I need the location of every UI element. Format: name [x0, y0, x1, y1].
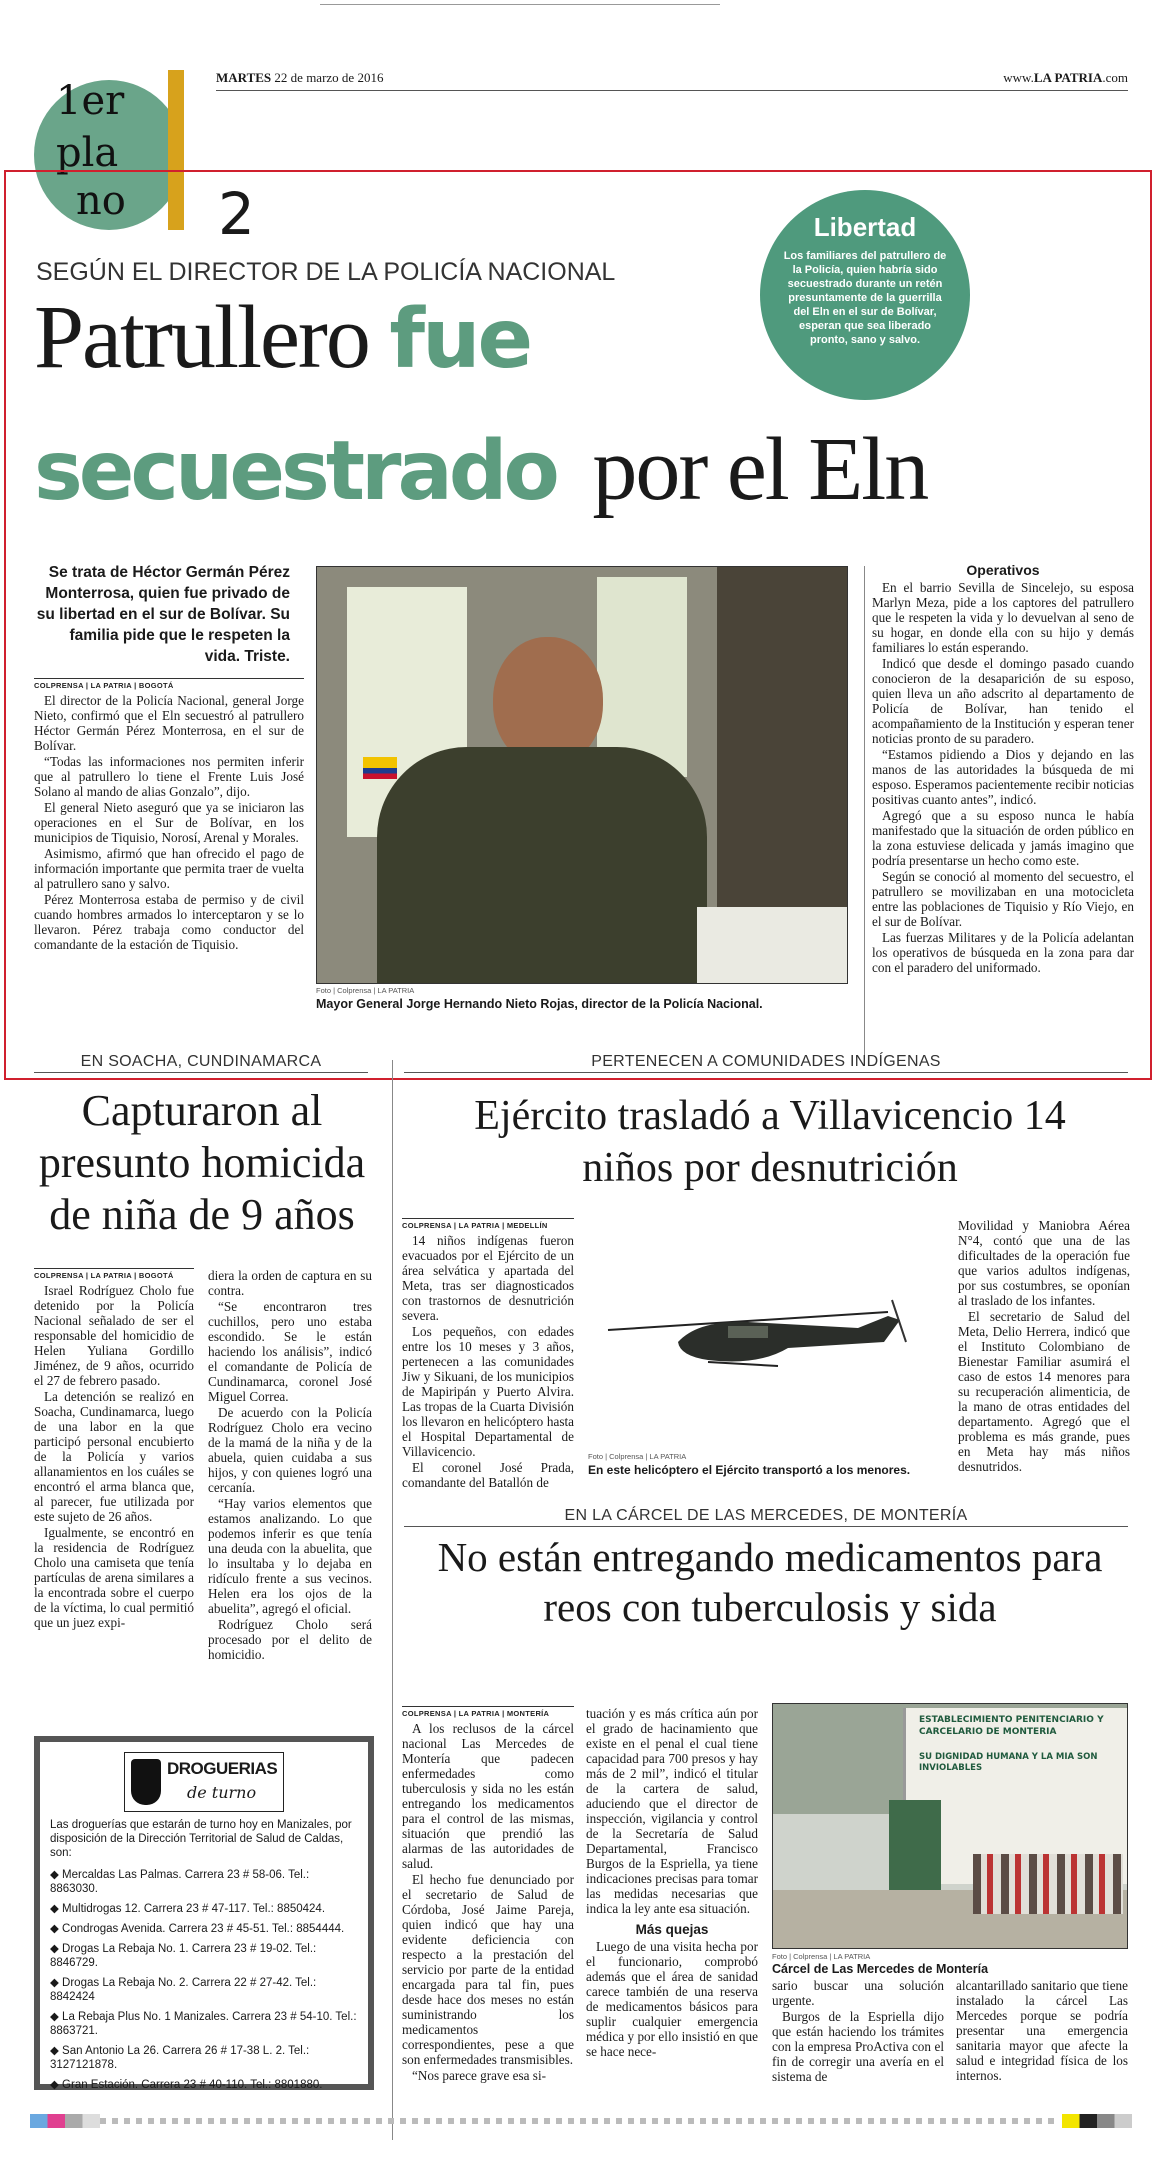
- lead-headline-1: [34, 288, 530, 390]
- lead-credit: COLPRENSA | LA PATRIA | BOGOTÁ: [34, 678, 304, 690]
- soacha-col2: [208, 1268, 372, 1663]
- carcel-col4: [956, 1978, 1128, 2084]
- soacha-p5: “Se encontraron tres cuchillos, pero uno estaba escondido. Se le están haciendo los análisis”, indicó el comandante de Policía de Cundinamarca, coronel José Miguel Correa.: [208, 1299, 372, 1404]
- lead-p4: Asimismo, afirmó que han ofrecido el pago de información importante que permita traer de vuelta al patrullero sano y salvo.: [34, 846, 304, 891]
- soacha-p7: “Hay varios elementos que estamos analizando. Lo que podemos inferir es que tenía una deuda con la abuelita, que lo insultaba y lo dejaba en ridículo frente a sus vecinos. Helen era los ojos de la abuelita”, agregó el oficial.: [208, 1496, 372, 1616]
- ninos-p2: Los pequeños, con edades entre los 10 meses y 3 años, pertenecen a las comunidades Jiw y Sikuani, de los municipios de Mapiripán y Puerto Alvira. Las tropas de la Cuarta División los llevaron en helicóptero hasta el Hospital Departamental de Villavicencio.: [402, 1324, 574, 1459]
- soacha-p6: De acuerdo con la Policía Rodríguez Cholo era vecino de la mamá de la niña y de la abuela, quien cuidaba a sus hijos, y con quienes logró una cercanía.: [208, 1405, 372, 1495]
- drogueria-item: ◆ San Antonio La 26. Carrera 26 # 17-38 L. 2. Tel.: 3127121878.: [50, 2045, 310, 2071]
- soacha-p1: Israel Rodríguez Cholo fue detenido por la Policía Nacional señalado de ser el responsable del homicidio de Helen Yuliana Gordillo Jiménez, de 9 años, ocurrido el 27 de febrero pasado.: [34, 1283, 194, 1388]
- header-date: [216, 70, 383, 86]
- carcel-p7: Burgos de la Espriella dijo que están haciendo los trámites con la empresa ProActiva con el fin de corregir una avería en el sistema de: [772, 2009, 944, 2084]
- logo-line3: no: [76, 178, 126, 224]
- page-number: 2: [218, 180, 255, 248]
- carcel-kicker: EN LA CÁRCEL DE LAS MERCEDES, DE MONTERÍA: [404, 1507, 1128, 1527]
- ninos-kicker: PERTENECEN A COMUNIDADES INDÍGENAS: [404, 1053, 1128, 1073]
- carcel-photo-caption: Cárcel de Las Mercedes de Montería: [772, 1962, 989, 1976]
- drogueria-item: ◆ Drogas La Rebaja No. 1. Carrera 23 # 19-02. Tel.: 8846729.: [50, 1943, 317, 1969]
- ninos-col2: [958, 1218, 1130, 1475]
- soacha-p4: diera la orden de captura en su contra.: [208, 1268, 372, 1298]
- ninos-p1: 14 niños indígenas fueron evacuados por el Ejército de un área selvática y apartada del Meta, tras ser diagnosticados con trastornos de desnutrición severa.: [402, 1233, 574, 1323]
- ninos-p5: El secretario de Salud del Meta, Delio Herrera, indicó que el Instituto Colombiano de Bienestar Familiar asumirá el caso de estos 14 menores para su recuperación alimenticia, de la mano de otras entidades del departamento. Agregó que el problema es más grande, pues en Meta hay más niños desnutridos.: [958, 1309, 1130, 1474]
- drogueria-item-text: Gran Estación. Carrera 23 # 40-110. Tel.: 8801880.: [62, 2079, 323, 2091]
- side-p4: Agregó que a su esposo nunca le había manifestado que la situación de orden público en la zona estuviese delicada y jamás imagino que podría presentarse un hecho como este.: [872, 808, 1134, 868]
- headline-a: Patrullero: [34, 288, 369, 387]
- drogueria-item-text: San Antonio La 26. Carrera 26 # 17-38 L. 2. Tel.: 3127121878.: [50, 2045, 310, 2071]
- carcel-col3: [772, 1978, 944, 2085]
- carcel-p3: “Nos parece grave esa si-: [412, 2068, 546, 2083]
- lead-photo-caption: Mayor General Jorge Hernando Nieto Rojas, director de la Policía Nacional.: [316, 997, 763, 1011]
- lead-p2: “Todas las informaciones nos permiten inferir que al patrullero lo tiene el Frente Luis José Solano al mando de alias Gonzalo”, dijo.: [34, 754, 304, 799]
- drogueria-subtitle: de turno: [187, 1783, 257, 1802]
- badge-title: Libertad: [813, 212, 917, 242]
- carcel-photo-credit: Foto | Colprensa | LA PATRIA: [772, 1952, 871, 1961]
- photo-wall-text: ESTABLECIMIENTO PENITENCIARIO Y CARCELARIO DE MONTERIA: [919, 1715, 1104, 1737]
- lead-summary: Se trata de Héctor Germán Pérez Monterrosa, quien fue privado de su libertad en el sur de Bolívar. Su familia pide que le respeten la vida. Triste.: [36, 564, 290, 665]
- lead-p3: El general Nieto aseguró que ya se iniciaron las operaciones en el Sur de Bolívar, en los municipios de Tiquisio, Norosí, Arenal y Morales.: [34, 800, 304, 845]
- drogueria-box: [34, 1736, 374, 2090]
- side-p6: Las fuerzas Militares y de la Policía adelantan los operativos de búsqueda en la zona para dar con el paradero del uniformado.: [872, 930, 1134, 975]
- ninos-headline: Ejército trasladó a Villavicencio 14 niños por desnutrición: [474, 1093, 1066, 1191]
- carcel-p4: tuación y es más crítica aún por el grado de hacinamiento que existe en el penal el cual tiene capacidad para 700 presos y hay más de 2 mil”, indicó el titular de la cartera de salud, aduciendo que el director de inspección, vigilancia y control de la Secretaría de Salud Departamental, Francisco Burgos de la Espriella, ya tiene indicaciones precisas para tomar las medidas necesarias que indica la ley ante esa situación.: [586, 1706, 758, 1916]
- lead-photo: [316, 566, 848, 984]
- side-p3: “Estamos pidiendo a Dios y dejando en las manos de las autoridades la búsqueda de mi esposo. Esperamos pacientemente recibir noticias positivas cuanto antes”, indicó.: [872, 747, 1134, 807]
- badge-text: Los familiares del patrullero de la Policía, quien habría sido secuestrado durante un retén presuntamente de la guerrilla del Eln en el sur de Bolívar, esperan que sea liberado pronto, sano y salvo.: [783, 250, 947, 346]
- lead-col1: [34, 678, 304, 953]
- photo-wall-text-2: SU DIGNIDAD HUMANA Y LA MIA SON INVIOLABLES: [919, 1752, 1098, 1773]
- carcel-col2: [586, 1706, 758, 2060]
- ninos-col1: [402, 1218, 574, 1491]
- top-rule: [320, 4, 720, 5]
- header-day: MARTES: [216, 70, 272, 85]
- photo-desk: [697, 907, 848, 984]
- color-bar-right: [1062, 2114, 1132, 2128]
- drogueria-item-text: La Rebaja Plus No. 1 Manizales. Carrera 23 # 54-10. Tel.: 8863721.: [50, 2011, 357, 2037]
- soacha-headline: Capturaron al presunto homicida de niña de 9 años: [38, 1086, 366, 1239]
- lead-side-col: [872, 562, 1134, 976]
- carcel-p6: sario buscar una solución urgente.: [772, 1978, 944, 2008]
- drogueria-logo: [124, 1752, 284, 1812]
- logo-line2: pla: [56, 130, 119, 176]
- ninos-credit: COLPRENSA | LA PATRIA | MEDELLÍN: [402, 1218, 574, 1230]
- carcel-credit: COLPRENSA | LA PATRIA | MONTERÍA: [402, 1706, 574, 1718]
- photo-people: [973, 1854, 1123, 1914]
- center-col-rule: [392, 1060, 393, 2140]
- carcel-p5: Luego de una visita hecha por el funcionario, comprobó además que el área de sanidad carece también de una reserva de medicamentos básicos para suplir cualquier emergencia médica y por ello insistió en que se hace nece-: [586, 1939, 758, 2059]
- header-rule: [216, 90, 1128, 91]
- carcel-p2: El hecho fue denunciado por el secretario de Salud de Córdoba, José Jaime Pareja, quien indicó que hay una evidente deficiencia con respecto a la prestación del servicio por parte de la entidad encargada para tal fin, pues desde hace dos meses no están suministrando los medicamentos correspondientes, pese a que son enfermedades transmisibles.: [402, 1872, 574, 2067]
- carcel-photo: [772, 1703, 1128, 1949]
- lead-p1: El director de la Policía Nacional, general Jorge Nieto, confirmó que el Eln secuestró al patrullero Héctor Germán Pérez Monterrosa, en el sur de Bolívar.: [34, 693, 304, 753]
- carcel-p1: A los reclusos de la cárcel nacional Las Mercedes de Montería que padecen enfermedades como tuberculosis y sida no les están entregando los medicamentos para el control de las mismas, situación que prendió las alarmas de las autoridades de salud.: [402, 1721, 574, 1871]
- side-title: Operativos: [966, 562, 1040, 578]
- ninos-photo: [588, 1220, 948, 1440]
- soacha-p3: Igualmente, se encontró en la residencia de Rodríguez Cholo una camiseta que tenía partículas de arena similares a la encontrada sobre el cuerpo de la víctima, lo cual permitió que un juez expi-: [34, 1525, 194, 1630]
- ninos-photo-credit: Foto | Colprensa | LA PATRIA: [588, 1452, 687, 1461]
- drogueria-item-text: Condrogas Avenida. Carrera 23 # 45-51. Tel.: 8854444.: [62, 1923, 345, 1935]
- drogueria-item: ◆ Gran Estación. Carrera 23 # 40-110. Tel.: 8801880.: [50, 2079, 323, 2091]
- headline-c: secuestrado: [34, 424, 556, 519]
- soacha-p2: La detención se realizó en Soacha, Cundinamarca, luego de una labor en la que participó personal encubierto de la Policía y varios allanamientos en los cuáles se encontró el arma blanca que, al parecer, fue utilizada por este sujeto de 26 años.: [34, 1389, 194, 1524]
- drogueria-item: ◆ Condrogas Avenida. Carrera 23 # 45-51. Tel.: 8854444.: [50, 1923, 345, 1935]
- drogueria-item: ◆ Drogas La Rebaja No. 2. Carrera 22 # 27-42. Tel.: 8842424: [50, 1977, 317, 2003]
- soacha-p8: Rodríguez Cholo será procesado por el delito de homicidio.: [208, 1617, 372, 1662]
- header-site: [1003, 70, 1128, 86]
- side-p2: Indicó que desde el domingo pasado cuando conocieron de la desaparición de su esposo, quien lleva un año adscrito al departamento de Policía de Bolívar, han tenido el acompañamiento de la Institución y esperan tener noticias pronto de su paradero.: [872, 656, 1134, 746]
- photo-flag: [363, 757, 397, 779]
- lead-photo-credit: Foto | Colprensa | LA PATRIA: [316, 986, 415, 995]
- lead-headline-2: [34, 420, 927, 522]
- ninos-photo-caption: En este helicóptero el Ejército transportó a los menores.: [588, 1463, 911, 1477]
- ninos-p4: Movilidad y Maniobra Aérea N°4, contó que una de las dificultades de la operación fue que varios adultos indígenas, por sus costumbres, se oponían al traslado de los infantes.: [958, 1218, 1130, 1308]
- drogueria-item-text: Drogas La Rebaja No. 1. Carrera 23 # 19-02. Tel.: 8846729.: [50, 1943, 317, 1969]
- side-p1: En el barrio Sevilla de Sincelejo, su esposa Marlyn Meza, pide a los captores del patrullero que le respeten la vida y lo devuelvan al seno de su hogar, en donde ella con su hijo y demás familiares lo están esperando.: [872, 580, 1134, 655]
- soacha-col1: [34, 1268, 194, 1631]
- photo-uniform: [377, 747, 707, 984]
- headline-d: por el Eln: [592, 420, 928, 519]
- drogueria-item: ◆ La Rebaja Plus No. 1 Manizales. Carrera 23 # 54-10. Tel.: 8863721.: [50, 2011, 357, 2037]
- libertad-badge: [760, 190, 970, 400]
- drogueria-intro: Las droguerías que estarán de turno hoy en Manizales, por disposición de la Dirección Territorial de Salud de Caldas, son:: [50, 1819, 352, 1859]
- side-p5: Según se conoció al momento del secuestro, el patrullero se movilizaban en una motocicleta entre las poblaciones de Tiquisio y Río Viejo, en el sur de Bolívar.: [872, 869, 1134, 929]
- registration-strip: [100, 2118, 1060, 2124]
- logo-line1: 1er: [56, 78, 125, 124]
- headline-b: fue: [389, 292, 531, 387]
- lead-p5: Pérez Monterrosa estaba de permiso y de civil cuando hombres armados lo interceptaron y se lo llevaron. Pérez trabaja como conductor del comandante de la estación de Tiquisio.: [34, 892, 304, 952]
- lead-col-rule: [864, 566, 865, 1056]
- carcel-p8: alcantarillado sanitario que tiene instalado la cárcel Las Mercedes porque se podría presentar una emergencia sanitaria mayor que afecte la salud e integridad física de los internos.: [956, 1978, 1128, 2083]
- helicopter-illustration: [588, 1220, 948, 1440]
- color-bar-left: [30, 2114, 100, 2128]
- drogueria-item-text: Mercaldas Las Palmas. Carrera 23 # 58-06. Tel.: 8863030.: [50, 1869, 310, 1895]
- ninos-p3: El coronel José Prada, comandante del Batallón de: [402, 1460, 574, 1490]
- site-prefix: www.: [1003, 70, 1034, 85]
- site-brand: LA PATRIA: [1033, 70, 1103, 85]
- drogueria-title: DROGUERIAS: [167, 1759, 278, 1778]
- soacha-kicker: EN SOACHA, CUNDINAMARCA: [34, 1053, 368, 1073]
- carcel-subhead: Más quejas: [635, 1922, 709, 1937]
- drogueria-item: ◆ Multidrogas 12. Carrera 23 # 47-117. Tel.: 8850424.: [50, 1903, 326, 1915]
- site-suffix: .com: [1102, 70, 1128, 85]
- lead-kicker: SEGÚN EL DIRECTOR DE LA POLICÍA NACIONAL: [36, 258, 616, 286]
- mortar-icon: [131, 1759, 161, 1805]
- header-date-text: 22 de marzo de 2016: [274, 70, 384, 85]
- soacha-credit: COLPRENSA | LA PATRIA | BOGOTÁ: [34, 1268, 194, 1280]
- drogueria-item-text: Drogas La Rebaja No. 2. Carrera 22 # 27-42. Tel.: 8842424: [50, 1977, 317, 2003]
- drogueria-item: ◆ Mercaldas Las Palmas. Carrera 23 # 58-06. Tel.: 8863030.: [50, 1869, 310, 1895]
- carcel-headline: No están entregando medicamentos para reos con tuberculosis y sida: [437, 1534, 1103, 1630]
- carcel-col1: [402, 1706, 574, 2084]
- drogueria-item-text: Multidrogas 12. Carrera 23 # 47-117. Tel.: 8850424.: [62, 1903, 326, 1915]
